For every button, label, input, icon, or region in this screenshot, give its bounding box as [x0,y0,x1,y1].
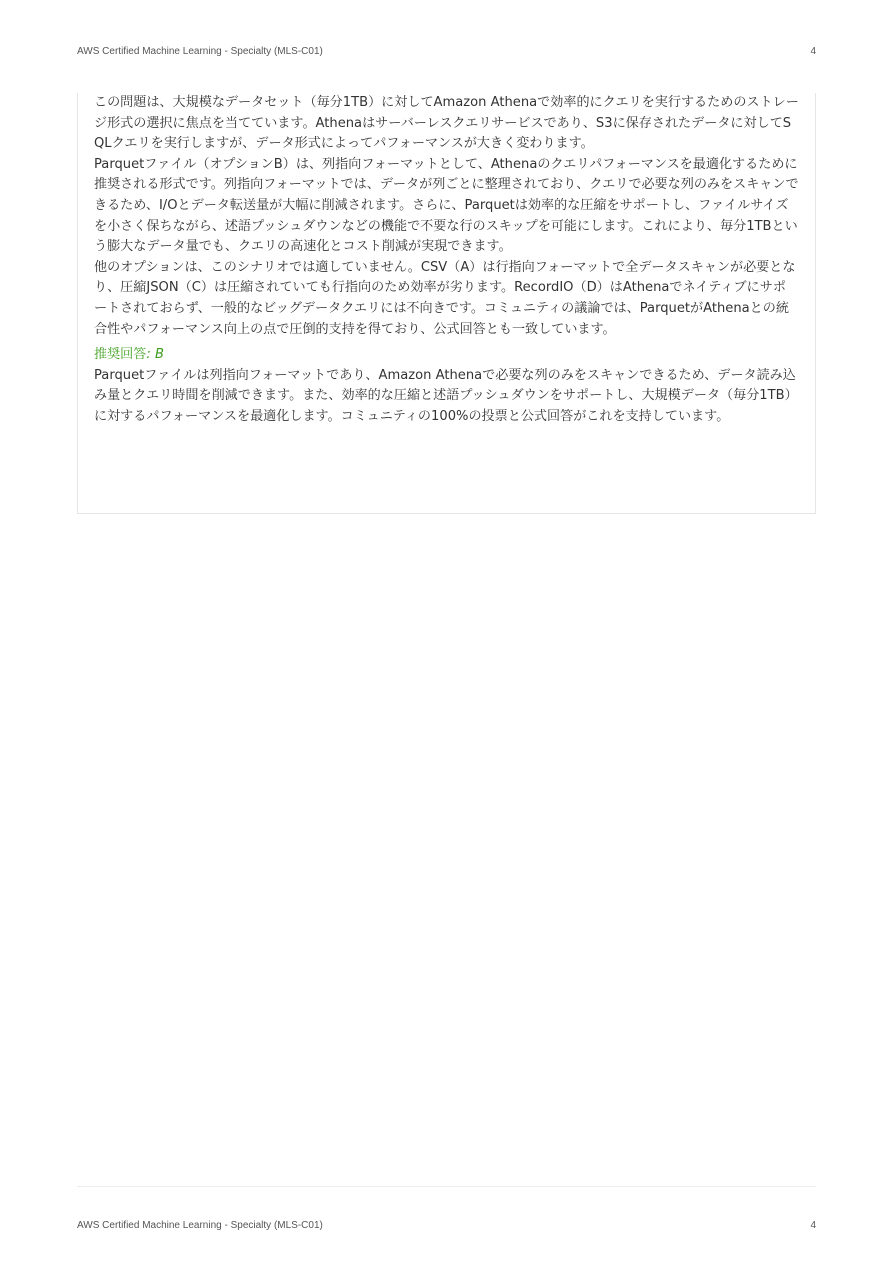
header-title: AWS Certified Machine Learning - Specialty (MLS-C01) [77,45,323,57]
page-header [77,43,816,59]
footer-divider [77,1186,816,1187]
explanation-paragraph-2: Parquetファイル（オプションB）は、列指向フォーマットとして、Athenaのクエリパフォーマンスを最適化するために推奨される形式です。列指向フォーマットでは、データが列ごとに整理されており、クエリで必要な列のみをスキャンできるため、I/Oとデータ転送量が大幅に削減されます。さらに、Parquetは効率的な圧縮をサポートし、ファイルサイズを小さく保ちながら、述語プッシュダウンなどの機能で不要な行のスキップを可能にします。これにより、毎分1TBという膨大なデータ量でも、クエリの高速化とコスト削減が実現できます。 [94,156,799,255]
recommended-answer-label: 推奨回答 [94,347,147,363]
header-page-number: 4 [810,45,816,57]
page-footer [77,1217,816,1233]
footer-page-number: 4 [810,1219,816,1231]
explanation-paragraph-3: 他のオプションは、このシナリオでは適していません。CSV（A）は行指向フォーマットで全データスキャンが必要となり、圧縮JSON（C）は圧縮されていても行指向のため効率が劣ります。RecordIO（D）はAthenaでネイティブにサポートされておらず、一般的なビッグデータクエリには不向きです。コミュニティの議論では、ParquetがAthenaとの統合性やパフォーマンス向上の点で圧倒的支持を得ており、公式回答とも一致しています。 [94,259,796,337]
explanation-paragraph-1: この問題は、大規模なデータセット（毎分1TB）に対してAmazon Athenaで効率的にクエリを実行するためのストレージ形式の選択に焦点を当てています。Athenaはサーバーレスクエリサービスであり、S3に保存されたデータに対してSQLクエリを実行しますが、データ形式によってパフォーマンスが大きく変わります。 [94,95,799,152]
explanation-box [77,93,816,514]
recommended-answer-separator: : [146,347,151,363]
recommended-answer-text: Parquetファイルは列指向フォーマットであり、Amazon Athenaで必要な列のみをスキャンできるため、データ読み込み量とクエリ時間を削減できます。また、効率的な圧縮と述語プッシュダウンをサポートし、大規模データ（毎分1TB）に対するパフォーマンスを最適化します。コミュニティの100%の投票と公式回答がこれを支持しています。 [94,367,798,424]
recommended-answer-heading [94,345,799,366]
recommended-answer-letter: B [154,347,164,363]
footer-title: AWS Certified Machine Learning - Specialty (MLS-C01) [77,1219,323,1231]
